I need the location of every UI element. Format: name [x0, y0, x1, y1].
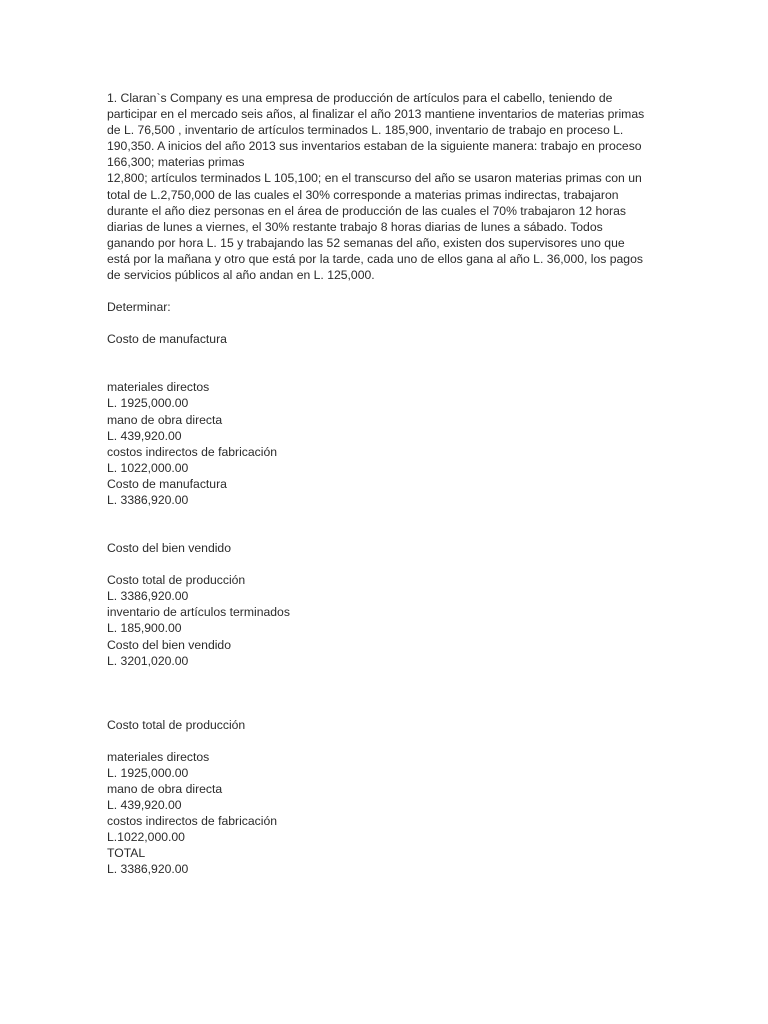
- document-page: [107, 90, 667, 878]
- cost-line: L. 1022,000.00: [107, 460, 189, 475]
- problem-statement: [107, 90, 667, 283]
- problem-line: 190,350. A inicios del año 2013 sus inventarios estaban de la siguiente manera: trabajo en proceso: [107, 139, 642, 154]
- section-heading-costo-manufactura: Costo de manufactura: [107, 332, 227, 347]
- problem-line: de L. 76,500 , inventario de artículos terminados L. 185,900, inventario de trabajo en proceso L.: [107, 123, 624, 138]
- problem-line: 12,800; artículos terminados L 105,100; en el transcurso del año se usaron materias primas con un: [107, 171, 642, 186]
- determinar-heading: Determinar:: [107, 300, 171, 315]
- cost-line: L.1022,000.00: [107, 830, 185, 845]
- section-heading-costo-bien-vendido: Costo del bien vendido: [107, 541, 231, 556]
- cost-line: materiales directos: [107, 749, 210, 764]
- problem-line: 166,300; materias primas: [107, 155, 245, 170]
- cost-line: L. 439,920.00: [107, 428, 182, 443]
- cost-line: mano de obra directa: [107, 782, 223, 796]
- problem-line: está por la mañana y otro que está por la tarde, cada uno de ellos gana al año L. 36,000, los pagos: [107, 251, 643, 266]
- section-costo-bien-vendido: [107, 572, 667, 669]
- section-costo-manufactura: [107, 379, 667, 508]
- problem-line: participar en el mercado seis años, al finalizar el año 2013 mantiene inventarios de materias primas: [107, 107, 645, 122]
- cost-line: costos indirectos de fabricación: [107, 444, 278, 459]
- cost-line: L. 1925,000.00: [107, 396, 189, 411]
- cost-line: Costo de manufactura: [107, 476, 227, 491]
- cost-line: L. 185,900.00: [107, 621, 182, 636]
- cost-line: mano de obra directa: [107, 412, 223, 427]
- section-costo-total-produccion: [107, 749, 667, 878]
- problem-line: total de L.2,750,000 de las cuales el 30% corresponde a materias primas indirectas, trabajaron: [107, 187, 619, 202]
- cost-line: inventario de artículos terminados: [107, 605, 290, 620]
- cost-line: L. 3386,920.00: [107, 589, 189, 604]
- cost-line: L. 3386,920.00: [107, 862, 189, 877]
- cost-line: Costo total de producción: [107, 573, 246, 588]
- cost-line: Costo del bien vendido: [107, 637, 231, 652]
- problem-line: diarias de lunes a viernes, el 30% restante trabajo 8 horas diarias de lunes a sábado. Todos: [107, 219, 603, 234]
- cost-line: TOTAL: [107, 846, 146, 861]
- problem-line: ganando por hora L. 15 y trabajando las 52 semanas del año, existen dos supervisores uno que: [107, 235, 625, 250]
- cost-line: costos indirectos de fabricación: [107, 814, 278, 829]
- section-heading-costo-total-produccion: Costo total de producción: [107, 717, 246, 732]
- problem-line: 1. Claran`s Company es una empresa de producción de artículos para el cabello, teniendo de: [107, 91, 613, 105]
- problem-line: de servicios públicos al año andan en L. 125,000.: [107, 268, 375, 283]
- cost-line: L. 1925,000.00: [107, 765, 189, 780]
- problem-line: durante el año diez personas en el área de producción de las cuales el 70% trabajaron 12 horas: [107, 203, 626, 218]
- cost-line: materiales directos: [107, 380, 210, 395]
- cost-line: L. 3201,020.00: [107, 653, 189, 668]
- cost-line: L. 439,920.00: [107, 798, 182, 813]
- cost-line: L. 3386,920.00: [107, 492, 189, 507]
